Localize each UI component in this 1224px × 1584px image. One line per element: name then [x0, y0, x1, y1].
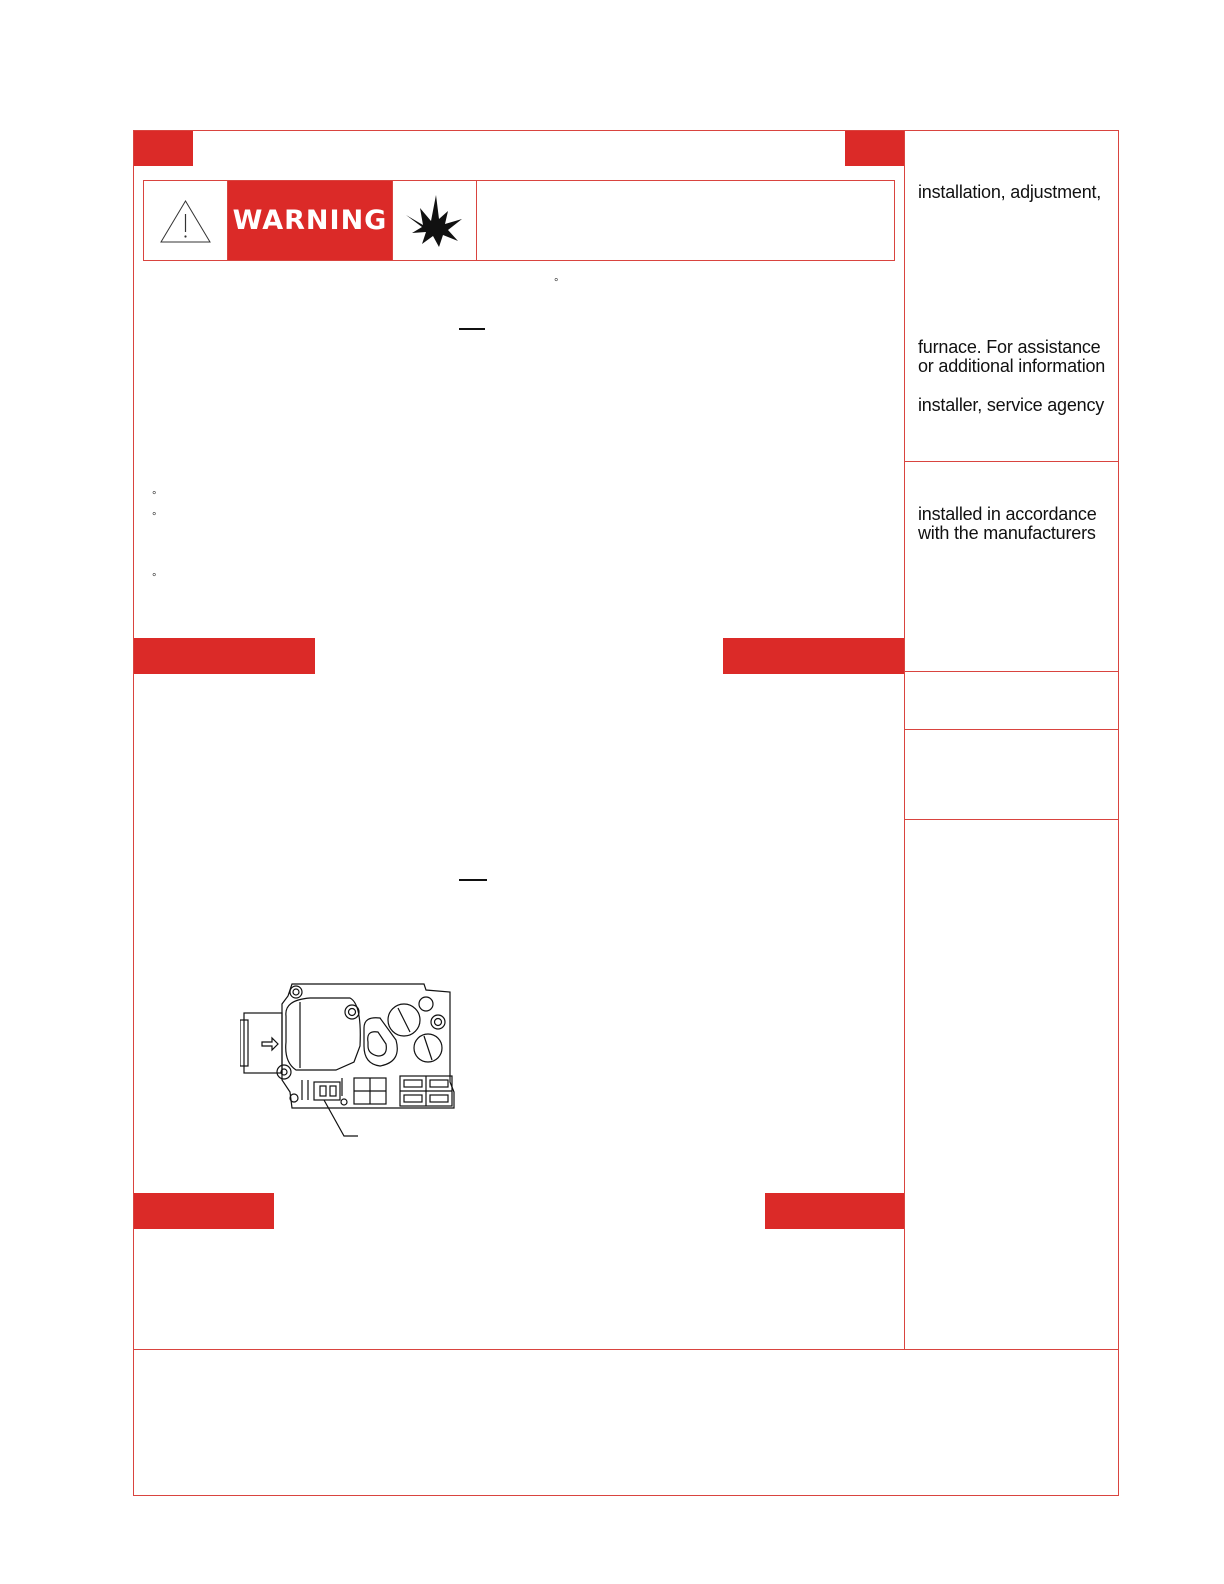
- sidebar-text-3: or additional information: [918, 356, 1106, 376]
- degree-mark-2: °: [152, 490, 157, 502]
- sidebar-text-6: with the manufacturers: [918, 523, 1096, 543]
- gas-valve-figure: [240, 982, 460, 1142]
- sidebar-text-1: installation, adjustment,: [918, 182, 1102, 202]
- footer-divider: [133, 1349, 1119, 1350]
- warning-icon-cell: [144, 181, 227, 260]
- section3-header-right: [765, 1193, 904, 1229]
- sidebar-divider-2: [904, 671, 1119, 672]
- warning-label: WARNING: [232, 205, 388, 236]
- gas-valve-drawing: [240, 982, 460, 1142]
- section2-header-right: [723, 638, 904, 674]
- degree-mark-1: °: [554, 277, 559, 289]
- sidebar-text-5: installed in accordance: [918, 504, 1097, 524]
- short-rule-1: [459, 328, 485, 330]
- sidebar-text-4: installer, service agency: [918, 395, 1105, 415]
- page-frame: [133, 130, 1119, 1496]
- short-rule-2: [459, 879, 487, 881]
- section1-header-left: [134, 131, 193, 166]
- section1-header-right: [845, 131, 904, 166]
- explosion-icon: [392, 181, 476, 260]
- warning-label-cell: [227, 181, 393, 260]
- sidebar-divider-4: [904, 819, 1119, 820]
- degree-mark-4: °: [152, 572, 157, 584]
- section2-header-left: [134, 638, 315, 674]
- column-divider: [904, 130, 905, 1350]
- warning-box: [143, 180, 895, 261]
- sidebar-divider-1: [904, 461, 1119, 462]
- sidebar-text-2: furnace. For assistance: [918, 337, 1101, 357]
- explosion-icon-cell: [392, 181, 477, 260]
- warning-triangle-icon: [144, 181, 227, 260]
- section3-header-left: [134, 1193, 274, 1229]
- sidebar-divider-3: [904, 729, 1119, 730]
- degree-mark-3: °: [152, 511, 157, 523]
